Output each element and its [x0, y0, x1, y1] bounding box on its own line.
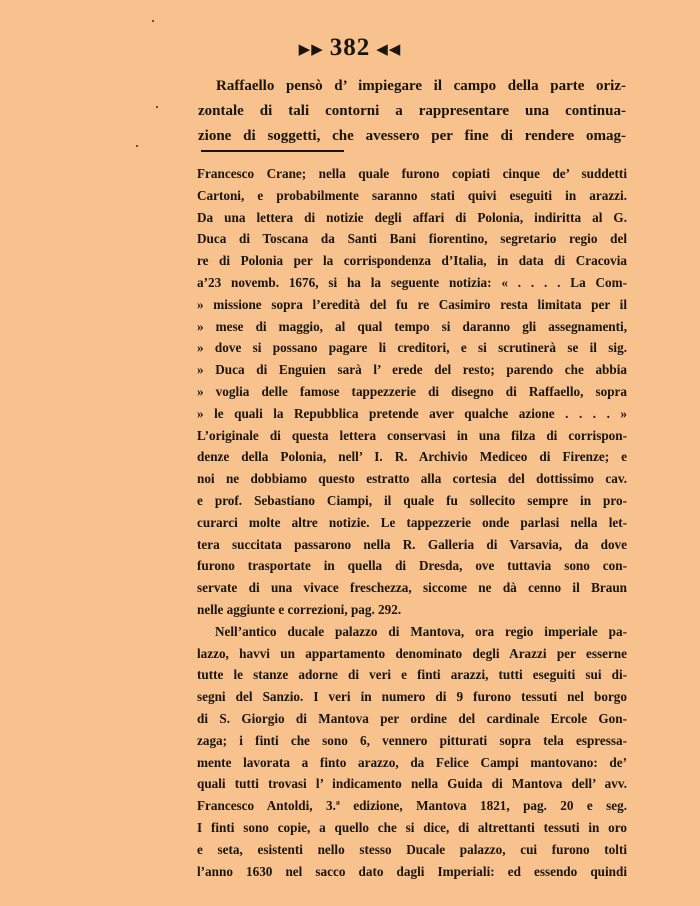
footnote-line: noi ne dobbiamo questo estratto alla cortesia del dottissimo cav.: [197, 471, 627, 487]
footnote-line: Da una lettera di notizie degli affari di Polonia, indiritta al G.: [197, 209, 627, 225]
main-text-line: zione di soggetti, che avessero per fine di rendere omag-: [198, 128, 626, 144]
footnote-line: furono trasportate in quella di Dresda, ove tuttavia sono con-: [197, 558, 627, 574]
footnote-line: Francesco Crane; nella quale furono copiati cinque de’ suddetti: [197, 166, 627, 181]
footnote-line: servate di una vivace freschezza, siccome ne dà cenno il Braun: [197, 580, 627, 596]
main-text-line: zontale di tali contorni a rappresentare una continua-: [198, 103, 626, 119]
footnote-line: Duca di Toscana da Santi Bani fiorentino, segretario regio del: [197, 231, 627, 247]
paper-speck: [136, 145, 138, 147]
footnote-line: re di Polonia per la corrispondenza d’Italia, in data di Cracovia: [197, 253, 627, 269]
left-ornament-icon: ▶▶: [298, 41, 324, 58]
footnote-line: nelle aggiunte e correzioni, pag. 292.: [197, 601, 402, 617]
footnote-line: » voglia delle famose tappezzerie di disegno di Raffaello, sopra: [197, 383, 627, 399]
footnote-line: zaga; i finti che sono 6, vennero pitturati sopra tela espressa-: [197, 732, 627, 748]
page-number: 382: [329, 34, 371, 61]
page-header: [0, 34, 700, 62]
footnote-line: » Duca di Enguien sarà l’ erede del resto; parendo che abbia: [197, 362, 627, 378]
footnote-line: L’originale di questa lettera conservasi in una filza di corrispon-: [197, 427, 627, 443]
footnote-line: lazzo, havvi un appartamento denominato degli Arazzi per esserne: [197, 645, 627, 661]
footnote-line: tutte le stanze adorne di veri e finti arazzi, tutti eseguiti sui di-: [197, 667, 627, 683]
footnote-line: segni del Sanzio. I veri in numero di 9 furono tessuti nel borgo: [197, 689, 627, 705]
footnote-line: di S. Giorgio di Mantova per ordine del cardinale Ercole Gon-: [197, 710, 627, 726]
footnote-line: mente lavorata a finto arazzo, da Felice Campi mantovano: de’: [197, 754, 627, 770]
footnote-line: Nell’antico ducale palazzo di Mantova, ora regio imperiale pa-: [215, 623, 627, 639]
footnote-line: a’23 novemb. 1676, si ha la seguente notizia: « . . . . La Com-: [197, 274, 627, 290]
footnote-line: e prof. Sebastiano Ciampi, il quale fu sollecito sempre in pro-: [197, 492, 627, 508]
footnote-line: I finti sono copie, a quello che si dice, di altrettanti tessuti in oro: [197, 819, 627, 835]
footnote-line: tera succitata passarono nella R. Galleria di Varsavia, da dove: [197, 536, 627, 552]
footnote-text: [197, 163, 627, 882]
right-ornament-icon: ◀◀: [376, 41, 402, 58]
footnote-line: » le quali la Repubblica pretende aver qualche azione . . . . »: [197, 405, 627, 421]
footnote-line: Cartoni, e probabilmente saranno stati quivi eseguiti in arazzi.: [197, 187, 627, 203]
footnote-line: e seta, esistenti nello stesso Ducale palazzo, cui furono tolti: [197, 841, 627, 857]
footnote-line: denze della Polonia, nell’ I. R. Archivio Mediceo di Firenze; e: [197, 449, 627, 465]
main-text: [198, 74, 626, 149]
paper-speck: [152, 20, 154, 22]
footnote-line: » missione sopra l’eredità del fu re Casimiro resta limitata per il: [197, 296, 627, 312]
footnote-line: Francesco Antoldi, 3.ª edizione, Mantova 1821, pag. 20 e seg.: [197, 798, 627, 814]
paper-speck: [156, 106, 158, 108]
footnote-line: l’anno 1630 nel sacco dato dagli Imperiali: ed essendo quindi: [197, 863, 627, 879]
footnote-line: curarci molte altre notizie. Le tappezzerie onde parlasi nella let-: [197, 514, 627, 530]
footnote-line: quali tutti trovasi l’ indicamento nella Guida di Mantova dell’ avv.: [197, 776, 627, 792]
footnote-line: » mese di maggio, al qual tempo si daranno gli assegnamenti,: [197, 318, 627, 334]
footnote-rule: [201, 150, 344, 152]
main-text-line: Raffaello pensò d’ impiegare il campo della parte oriz-: [216, 78, 626, 94]
footnote-line: » dove si possano pagare li creditori, e si scrutinerà se il sig.: [197, 340, 627, 356]
